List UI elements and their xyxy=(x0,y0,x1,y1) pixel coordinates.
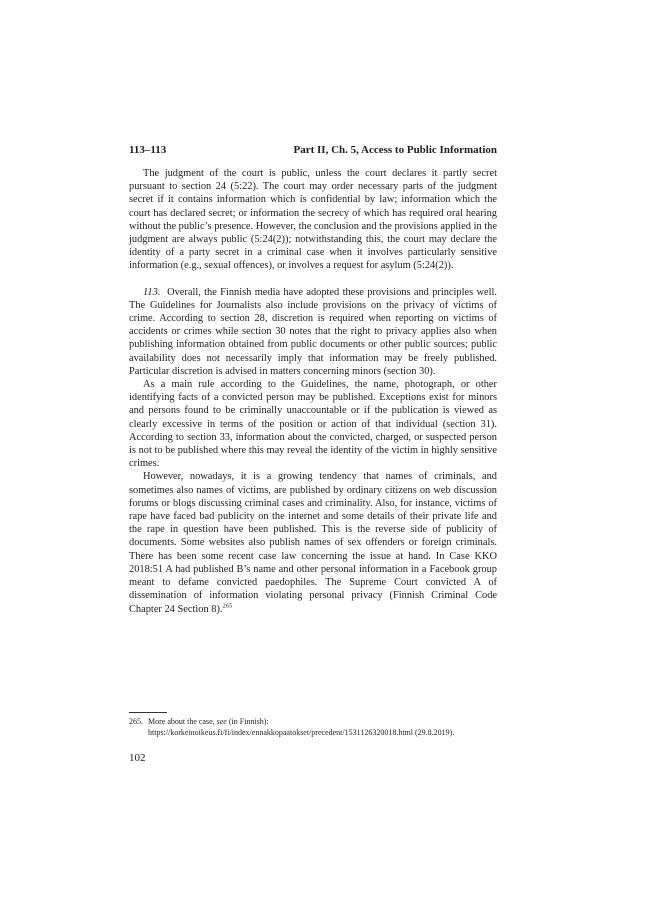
header-chapter-title: Part II, Ch. 5, Access to Public Information xyxy=(293,144,497,156)
paragraph-number: 113. xyxy=(143,286,161,298)
footnote-see: see xyxy=(216,717,227,726)
header-paragraph-range: 113–113 xyxy=(129,144,167,156)
paragraph-growing-tendency-text: However, nowadays, it is a growing tendency that names of criminals, and sometimes also names of victims, are published by ordinary citizens on web discussion forums or blogs discussing criminal cases and criminality. Also, for instance, victims of rape have faced bad publicity on the internet and some details of their private life and the rape in question have been published. This is the reverse side of publicity of documents. Some websites also publish names of sex offenders or foreign criminals. There has been some recent case law concerning the issue at hand. In Case KKO 2018:51 A had published B’s name and other personal information in a Facebook group meant to defame convicted paedophiles. The Supreme Court convicted A of dissemination of information violating personal privacy (Finnish Criminal Code Chapter 24 Section 8). xyxy=(129,471,497,615)
footnote-divider xyxy=(129,712,167,713)
footnote-text-before: More about the case, xyxy=(148,717,215,726)
footnote xyxy=(129,716,499,738)
footnote-link[interactable]: (in Finnish): https://korkeinoikeus.fi/fi/index/ennakkopaatokset/precedent/1531126320018.html (29.8.2019). xyxy=(148,717,455,737)
footnote-number: 265. xyxy=(129,717,143,726)
paragraph-judgment-publicity: The judgment of the court is public, unless the court declares it partly secret pursuant to section 24 (5:22). The court may order necessary parts of the judgment secret if it contains information which is confidential by law; information which the court has declared secret; or information the secrecy of which has required oral hearing without the public’s presence. However, the conclusion and the provisions applied in the judgment are always public (5:24(2)); notwithstanding this, the court may declare the identity of a party secret in a criminal case when it involves particularly sensitive information (e.g., sexual offences), or involves a request for asylum (5:24(2)). xyxy=(129,168,497,272)
paragraph-growing-tendency xyxy=(129,470,497,615)
paragraph-113 xyxy=(129,286,497,378)
running-header xyxy=(129,144,497,156)
paragraph-main-rule: As a main rule according to the Guidelines, the name, photograph, or other identifying facts of a convicted person may be published. Exceptions exist for minors and persons found to be criminally unaccountable or if the publication is viewed as clearly excessive in terms of the position or action of that individual (section 31). According to section 33, information about the convicted, charged, or suspected person is not to be published where this may reveal the identity of the victim in highly sensitive crimes. xyxy=(129,379,497,470)
main-text xyxy=(129,167,497,616)
paragraph-113-text: Overall, the Finnish media have adopted these provisions and principles well. The Guidelines for Journalists also include provisions on the privacy of victims of crime. According to section 28, discretion is required when reporting on victims of accidents or crimes while section 30 notes that the right to privacy applies also when publishing information obtained from public documents or other public sources; public availability does not necessarily imply that information may be freely published. Particular discretion is advised in matters concerning minors (section 30). xyxy=(129,286,497,377)
footnote-reference[interactable]: 265 xyxy=(222,602,233,610)
page-number: 102 xyxy=(129,752,146,764)
footnote-text xyxy=(148,716,499,738)
